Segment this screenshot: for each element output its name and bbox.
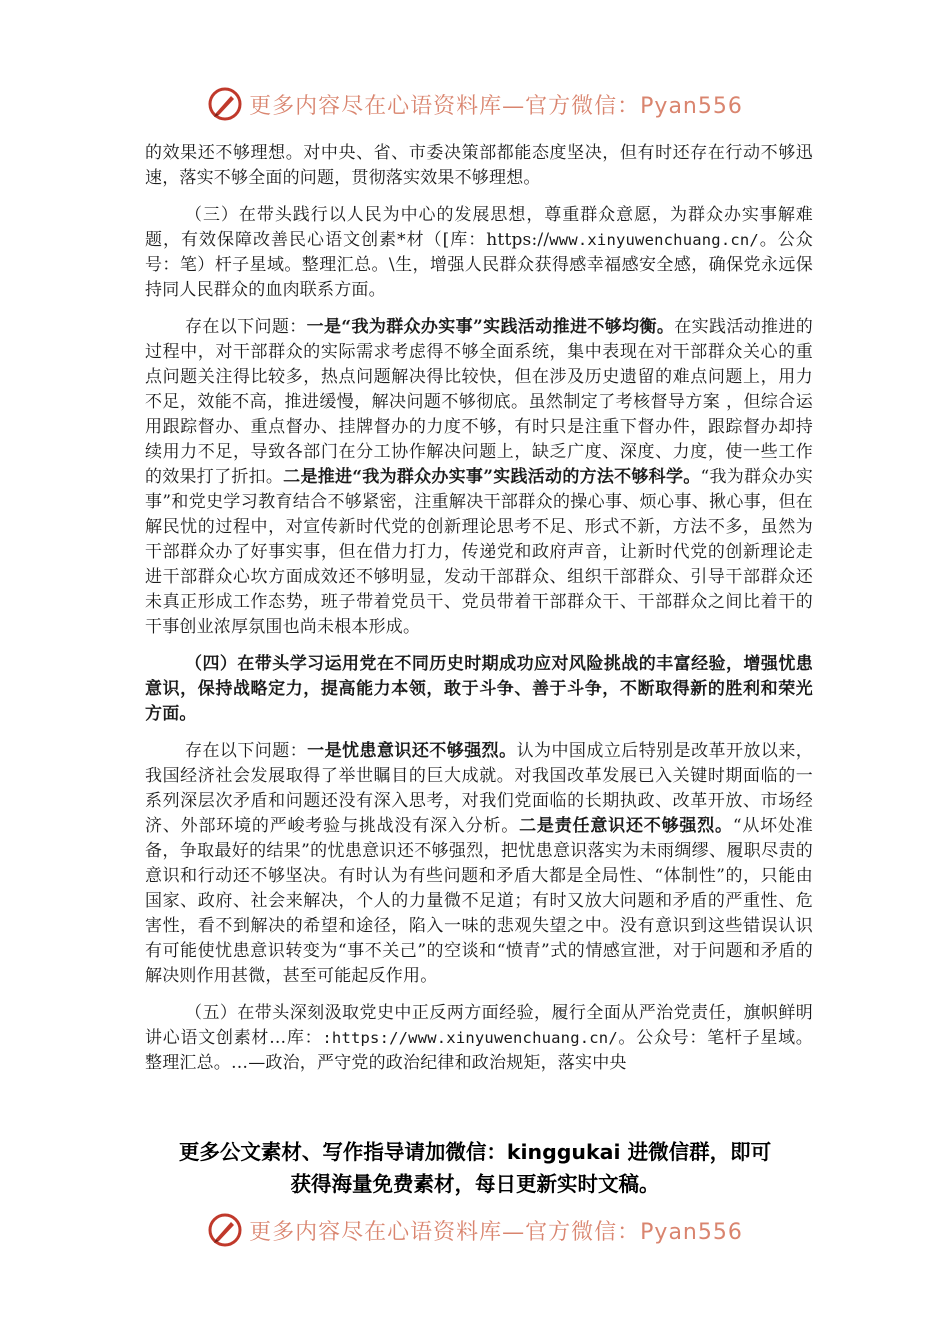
url-text: :https://www.xinyuwenchuang.cn/ [322, 1029, 618, 1047]
section-heading-5: （五）在带头深刻汲取党史中正反两方面经验，履行全面从严治党责任，旗帜鲜明讲心语文创素材…库：:https://www.xinyuwenchuang.cn/。公众号：笔杆子星域。整理汇总。…—政治，严守党的政治纪律和政治规矩，落实中央 [145, 1003, 814, 1073]
ad-line-1: 更多公文素材、写作指导请加微信：kinggukai 进微信群，即可 [178, 1140, 772, 1164]
footer-watermark-banner [0, 1210, 950, 1250]
footer-advertisement [0, 1136, 950, 1200]
pen-logo-icon [207, 86, 243, 122]
document-body [145, 141, 813, 1088]
pen-logo-icon [207, 1212, 243, 1248]
paragraph-problems-4: 存在以下问题：一是忧患意识还不够强烈。认为中国成立后特别是改革开放以来，我国经济社会发展取得了举世瞩目的巨大成就。对我国改革发展已入关键时期面临的一系列深层次矛盾和问题还没有深入思考，对我们党面临的长期执政、改革开放、市场经济、外部环境的严峻考验与挑战没有深入分析。二是责任意识还不够强烈。“从坏处准备，争取最好的结果”的忧患意识还不够强烈，把忧患意识落实为未雨绸缪、履职尽责的意识和行动还不够坚决。有时认为有些问题和矛盾大都是全局性、“体制性”的，只能由国家、政府、社会来解决，个人的力量微不足道；有时又放大问题和矛盾的严重性、危害性，看不到解决的希望和途径，陷入一味的悲观失望之中。没有意识到这些错误认识有可能使忧患意识转变为“事不关己”的空谈和“愤青”式的情感宣泄，对于问题和矛盾的解决则作用甚微，甚至可能起反作用。 [145, 741, 813, 986]
banner-text: 更多内容尽在心语资料库—官方微信：Pyan556 [249, 93, 743, 119]
url-text: www.xinyuwenchuang.cn/ [549, 231, 759, 249]
header-watermark-banner [0, 84, 950, 124]
paragraph-continuation: 的效果还不够理想。对中央、省、市委决策部都能态度坚决，但有时还存在行动不够迅速，落实不够全面的问题，贯彻落实效果不够理想。 [145, 143, 813, 188]
section-heading-4: （四）在带头学习运用党在不同历史时期成功应对风险挑战的丰富经验，增强忧患意识，保持战略定力，提高能力本领，敢于斗争、善于斗争，不断取得新的胜利和荣光方面。 [145, 654, 813, 724]
ad-line-2: 获得海量免费素材，每日更新实时文稿。 [290, 1172, 660, 1196]
paragraph-problems-3: 存在以下问题：一是“我为群众办实事”实践活动推进不够均衡。在实践活动推进的过程中，对干部群众的实际需求考虑得不够全面系统，集中表现在对干部群众关心的重点问题关注得比较多，热点问题解决得比较快，但在涉及历史遗留的难点问题上，用力不足，效能不高，推进缓慢，解决问题不够彻底。虽然制定了考核督导方案 ，但综合运用跟踪督办、重点督办、挂牌督办的力度不够，有时只是注重下督办件，跟踪督办却持续用力不足，导致各部门在分工协作解决问题上，缺乏广度、深度、力度，使一些工作的效果打了折扣。二是推进“我为群众办实事”实践活动的方法不够科学。“我为群众办实事”和党史学习教育结合不够紧密，注重解决干部群众的操心事、烦心事、揪心事，但在解民忧的过程中，对宣传新时代党的创新理论思考不足、形式不新，方法不多，虽然为干部群众办了好事实事，但在借力打力，传递党和政府声音，让新时代党的创新理论走进干部群众心坎方面成效还不够明显，发动干部群众、组织干部群众、引导干部群众还未真正形成工作态势，班子带着党员干、党员带着干部群众干、干部群众之间比着干的干事创业浓厚氛围也尚未根本形成。 [145, 317, 813, 637]
section-heading-3: （三）在带头践行以人民为中心的发展思想，尊重群众意愿，为群众办实事解难题，有效保障改善民心语文创素*材（[库：https://www.xinyuwenchuang.cn/。公众号：笔）杆子星域。整理汇总。\生，增强人民群众获得感幸福感安全感，确保党永远保持同人民群众的血肉联系方面。 [145, 205, 813, 300]
banner-text: 更多内容尽在心语资料库—官方微信：Pyan556 [249, 1219, 743, 1245]
